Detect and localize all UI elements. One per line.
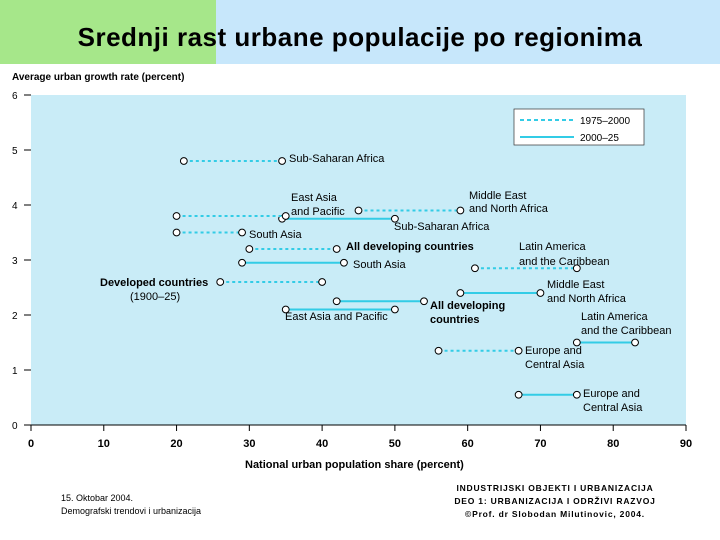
segment-point [457, 207, 464, 214]
y-tick-label: 2 [12, 311, 18, 322]
y-tick-label: 0 [12, 421, 18, 432]
annotation-label: Sub-Saharan Africa [289, 153, 385, 165]
x-tick-label: 60 [461, 438, 474, 450]
segment-point [341, 259, 348, 266]
slide-title: Srednji rast urbane populacije po regionima [77, 22, 643, 52]
footer-left [61, 492, 201, 518]
segment-point [239, 229, 246, 236]
annotation-label: South Asia [353, 259, 406, 271]
annotation-label: and Pacific [291, 206, 345, 218]
annotation-label: and North Africa [469, 203, 548, 215]
annotation-label: East Asia and Pacific [285, 311, 388, 323]
x-tick-label: 0 [27, 438, 35, 450]
x-tick-label: 40 [315, 438, 329, 450]
footer-topic: Demografski trendovi i urbanizacija [61, 506, 202, 516]
segment-point [180, 158, 187, 165]
segment-point [391, 306, 398, 313]
annotation-label: and the Caribbean [581, 325, 672, 337]
x-tick-label: 80 [607, 438, 620, 450]
x-tick-label: 50 [388, 438, 402, 450]
segment-point [537, 290, 544, 297]
segment-point [246, 246, 253, 253]
legend-label: 2000–25 [580, 133, 619, 144]
x-tick-label: 20 [170, 438, 183, 450]
annotation-label: and the Caribbean [519, 256, 610, 268]
segment-point [515, 347, 522, 354]
annotation-label: East Asia [291, 192, 337, 204]
segment-point [239, 259, 246, 266]
y-axis-label: Average urban growth rate (percent) [12, 72, 185, 83]
footer-course: INDUSTRIJSKI OBJEKTI I URBANIZACIJA [456, 483, 654, 493]
segment-point [333, 298, 340, 305]
legend [514, 109, 644, 145]
footer-date: 15. Oktobar 2004. [61, 493, 134, 503]
annotation-label: Latin America [519, 241, 586, 253]
segment-point [632, 339, 639, 346]
annotation-label: South Asia [249, 229, 302, 241]
x-tick-label: 10 [97, 438, 110, 450]
annotation-label: Middle East [547, 279, 605, 291]
segment-point [457, 290, 464, 297]
annotation-label: All developing [430, 300, 506, 312]
y-tick-label: 4 [12, 201, 18, 212]
y-tick-label: 5 [12, 146, 18, 157]
segment-point [282, 213, 289, 220]
annotation-label: Europe and [583, 388, 640, 400]
x-tick-label: 90 [679, 438, 693, 450]
annotation-label: Europe and [525, 345, 582, 357]
y-tick-label: 1 [12, 366, 18, 377]
segment-point [333, 246, 340, 253]
segment-point [515, 391, 522, 398]
segment-point [472, 265, 479, 272]
annotation-label: and North Africa [547, 293, 626, 305]
segment-point [173, 213, 180, 220]
x-tick-label: 70 [534, 438, 547, 450]
segment-point [355, 207, 362, 214]
y-tick-label: 6 [12, 91, 18, 102]
annotation-label: All developing countries [346, 241, 474, 253]
annotation-label: Central Asia [525, 359, 585, 371]
segment-point [173, 229, 180, 236]
annotation-label: Developed countries [100, 277, 209, 289]
segment-point [217, 279, 224, 286]
segment-point [421, 298, 428, 305]
segment-point [573, 391, 580, 398]
footer-part: DEO 1: URBANIZACIJA I ODRŽIVI RAZVOJ [454, 496, 656, 506]
annotation-label: Middle East [469, 190, 527, 202]
annotation-label: Latin America [581, 311, 648, 323]
annotation-label: countries [430, 314, 480, 326]
legend-label: 1975–2000 [580, 116, 631, 127]
annotation-label: Sub-Saharan Africa [394, 221, 490, 233]
footer-author: ©Prof. dr Slobodan Milutinovic, 2004. [465, 509, 645, 519]
x-tick-label: 30 [243, 438, 256, 450]
annotation-label: Central Asia [583, 402, 643, 414]
legend-box [514, 109, 644, 145]
y-tick-label: 3 [12, 256, 18, 267]
segment-point [319, 279, 326, 286]
x-axis-label: National urban population share (percent) [245, 459, 464, 471]
segment-point [435, 347, 442, 354]
footer-right [400, 482, 710, 521]
segment-point [279, 158, 286, 165]
annotation-label: (1900–25) [130, 291, 181, 303]
